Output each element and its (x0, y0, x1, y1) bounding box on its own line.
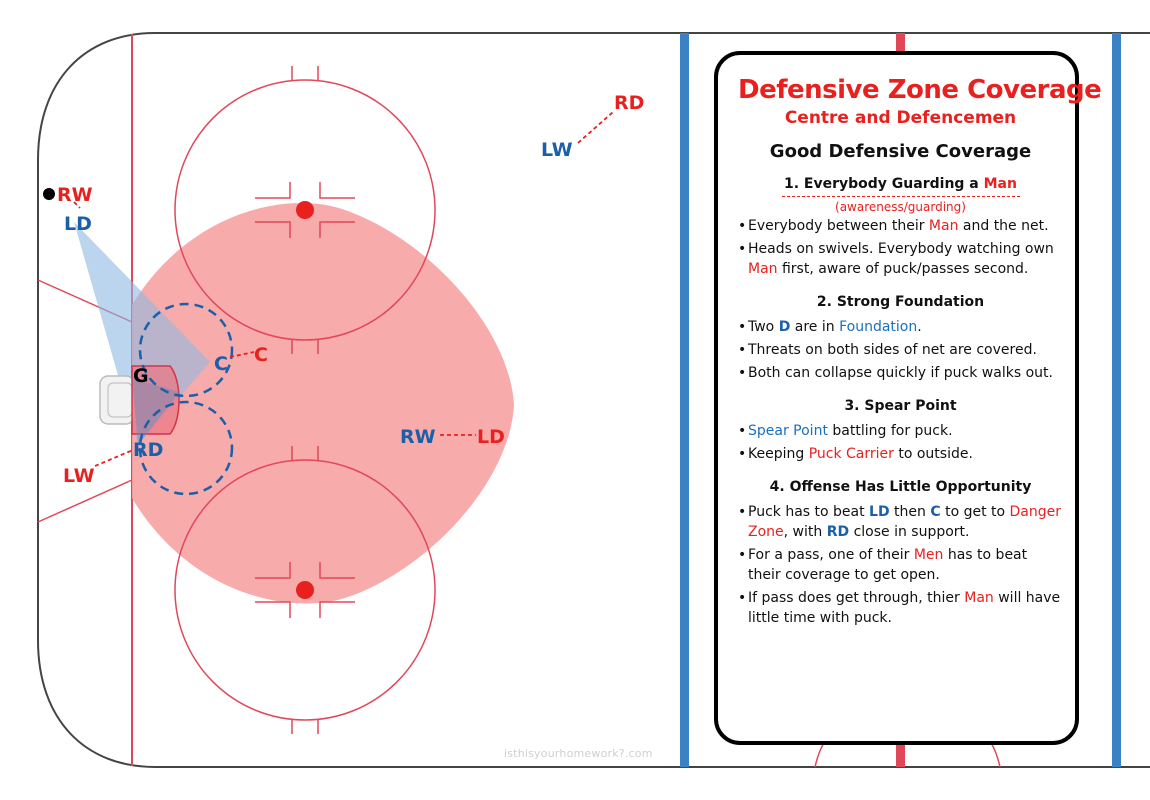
player-defense-c: C (214, 353, 228, 375)
panel-heading: Good Defensive Coverage (769, 141, 1032, 162)
section-1-title-text: 1. Everybody Guarding a (784, 176, 984, 192)
text: and the net. (958, 218, 1049, 234)
player-offense-rw: RW (57, 184, 93, 206)
panel-title: Defensive Zone Coverage (738, 75, 1102, 105)
info-panel (714, 51, 1102, 745)
player-defense-rd: RD (133, 439, 164, 461)
text: For a pass, one of their (748, 547, 914, 563)
list-item (738, 239, 1063, 279)
list-item (738, 588, 1063, 628)
section-4 (738, 478, 1063, 628)
player-defense-ld: LD (64, 213, 92, 235)
text: will have little time with puck. (748, 590, 1061, 626)
text: first, aware of puck/passes second. (777, 261, 1029, 277)
puck (43, 188, 55, 200)
player-offense-rd: RD (614, 92, 645, 114)
list-item (738, 502, 1063, 542)
text: to outside. (893, 446, 973, 462)
text: Heads on swivels. Everybody watching own (748, 241, 1054, 257)
section-1-title-highlight: Man (983, 176, 1017, 192)
highlight-rd: RD (826, 524, 850, 540)
section-3-bullets (738, 421, 1063, 464)
highlight-foundation: Foundation (839, 319, 918, 335)
list-item (738, 363, 1063, 383)
section-2-bullets (738, 317, 1063, 383)
text: are in (790, 319, 840, 335)
blue-line-left (680, 33, 689, 767)
highlight-ld: LD (869, 504, 890, 520)
player-offense-c: C (254, 344, 268, 366)
highlight-man: Man (748, 261, 778, 277)
blue-line-right (1112, 33, 1121, 767)
player-defense-rw: RW (400, 426, 436, 448)
highlight-d: D (778, 319, 791, 335)
highlight-men: Men (913, 547, 944, 563)
section-1-note: (awareness/guarding) (835, 200, 966, 214)
list-item (738, 216, 1063, 236)
danger-zone-area (132, 203, 514, 603)
panel-subtitle: Centre and Defencemen (784, 108, 1017, 128)
text: Both can collapse quickly if puck walks out. (748, 365, 1053, 381)
highlight-puck-carrier: Puck Carrier (808, 446, 894, 462)
section-1-title (738, 175, 1063, 193)
section-3-title: 3. Spear Point (844, 398, 957, 414)
list-item (738, 317, 1063, 337)
faceoff-dot-bottom (296, 581, 314, 599)
section-2-title: 2. Strong Foundation (816, 294, 985, 310)
section-1-bullets (738, 216, 1063, 279)
player-offense-lw: LW (63, 465, 95, 487)
text: Keeping (748, 446, 809, 462)
text: If pass does get through, thier (748, 590, 965, 606)
player-defense-lw: LW (541, 139, 573, 161)
text: Everybody between their (748, 218, 929, 234)
text: Two (748, 319, 779, 335)
section-1-divider (782, 196, 1020, 197)
section-3 (738, 397, 1063, 464)
section-2 (738, 293, 1063, 383)
list-item (738, 340, 1063, 360)
section-4-bullets (738, 502, 1063, 628)
list-item (738, 421, 1063, 441)
text: has to beat their coverage to get open. (748, 547, 1028, 583)
highlight-c: C (930, 504, 941, 520)
highlight-danger-zone: Danger Zone (748, 504, 1062, 540)
highlight-spear-point: Spear Point (748, 423, 828, 439)
watermark: isthisyourhomework?.com (504, 747, 653, 760)
faceoff-dot-top (296, 201, 314, 219)
highlight-man: Man (928, 218, 959, 234)
text: close in support. (849, 524, 970, 540)
text: to get to (940, 504, 1010, 520)
list-item (738, 444, 1063, 464)
text: , with (783, 524, 827, 540)
text: battling for puck. (827, 423, 953, 439)
text: Puck has to beat (748, 504, 870, 520)
connector-rd-lw (578, 112, 613, 143)
list-item (738, 545, 1063, 585)
connector-lw-rd (95, 450, 133, 466)
player-goalie: G (133, 365, 149, 387)
highlight-man: Man (964, 590, 994, 606)
player-offense-ld: LD (477, 426, 505, 448)
section-1 (738, 175, 1063, 279)
text: . (917, 319, 922, 335)
text: Threats on both sides of net are covered. (748, 342, 1037, 358)
section-4-title: 4. Offense Has Little Opportunity (769, 479, 1032, 495)
text: then (889, 504, 931, 520)
